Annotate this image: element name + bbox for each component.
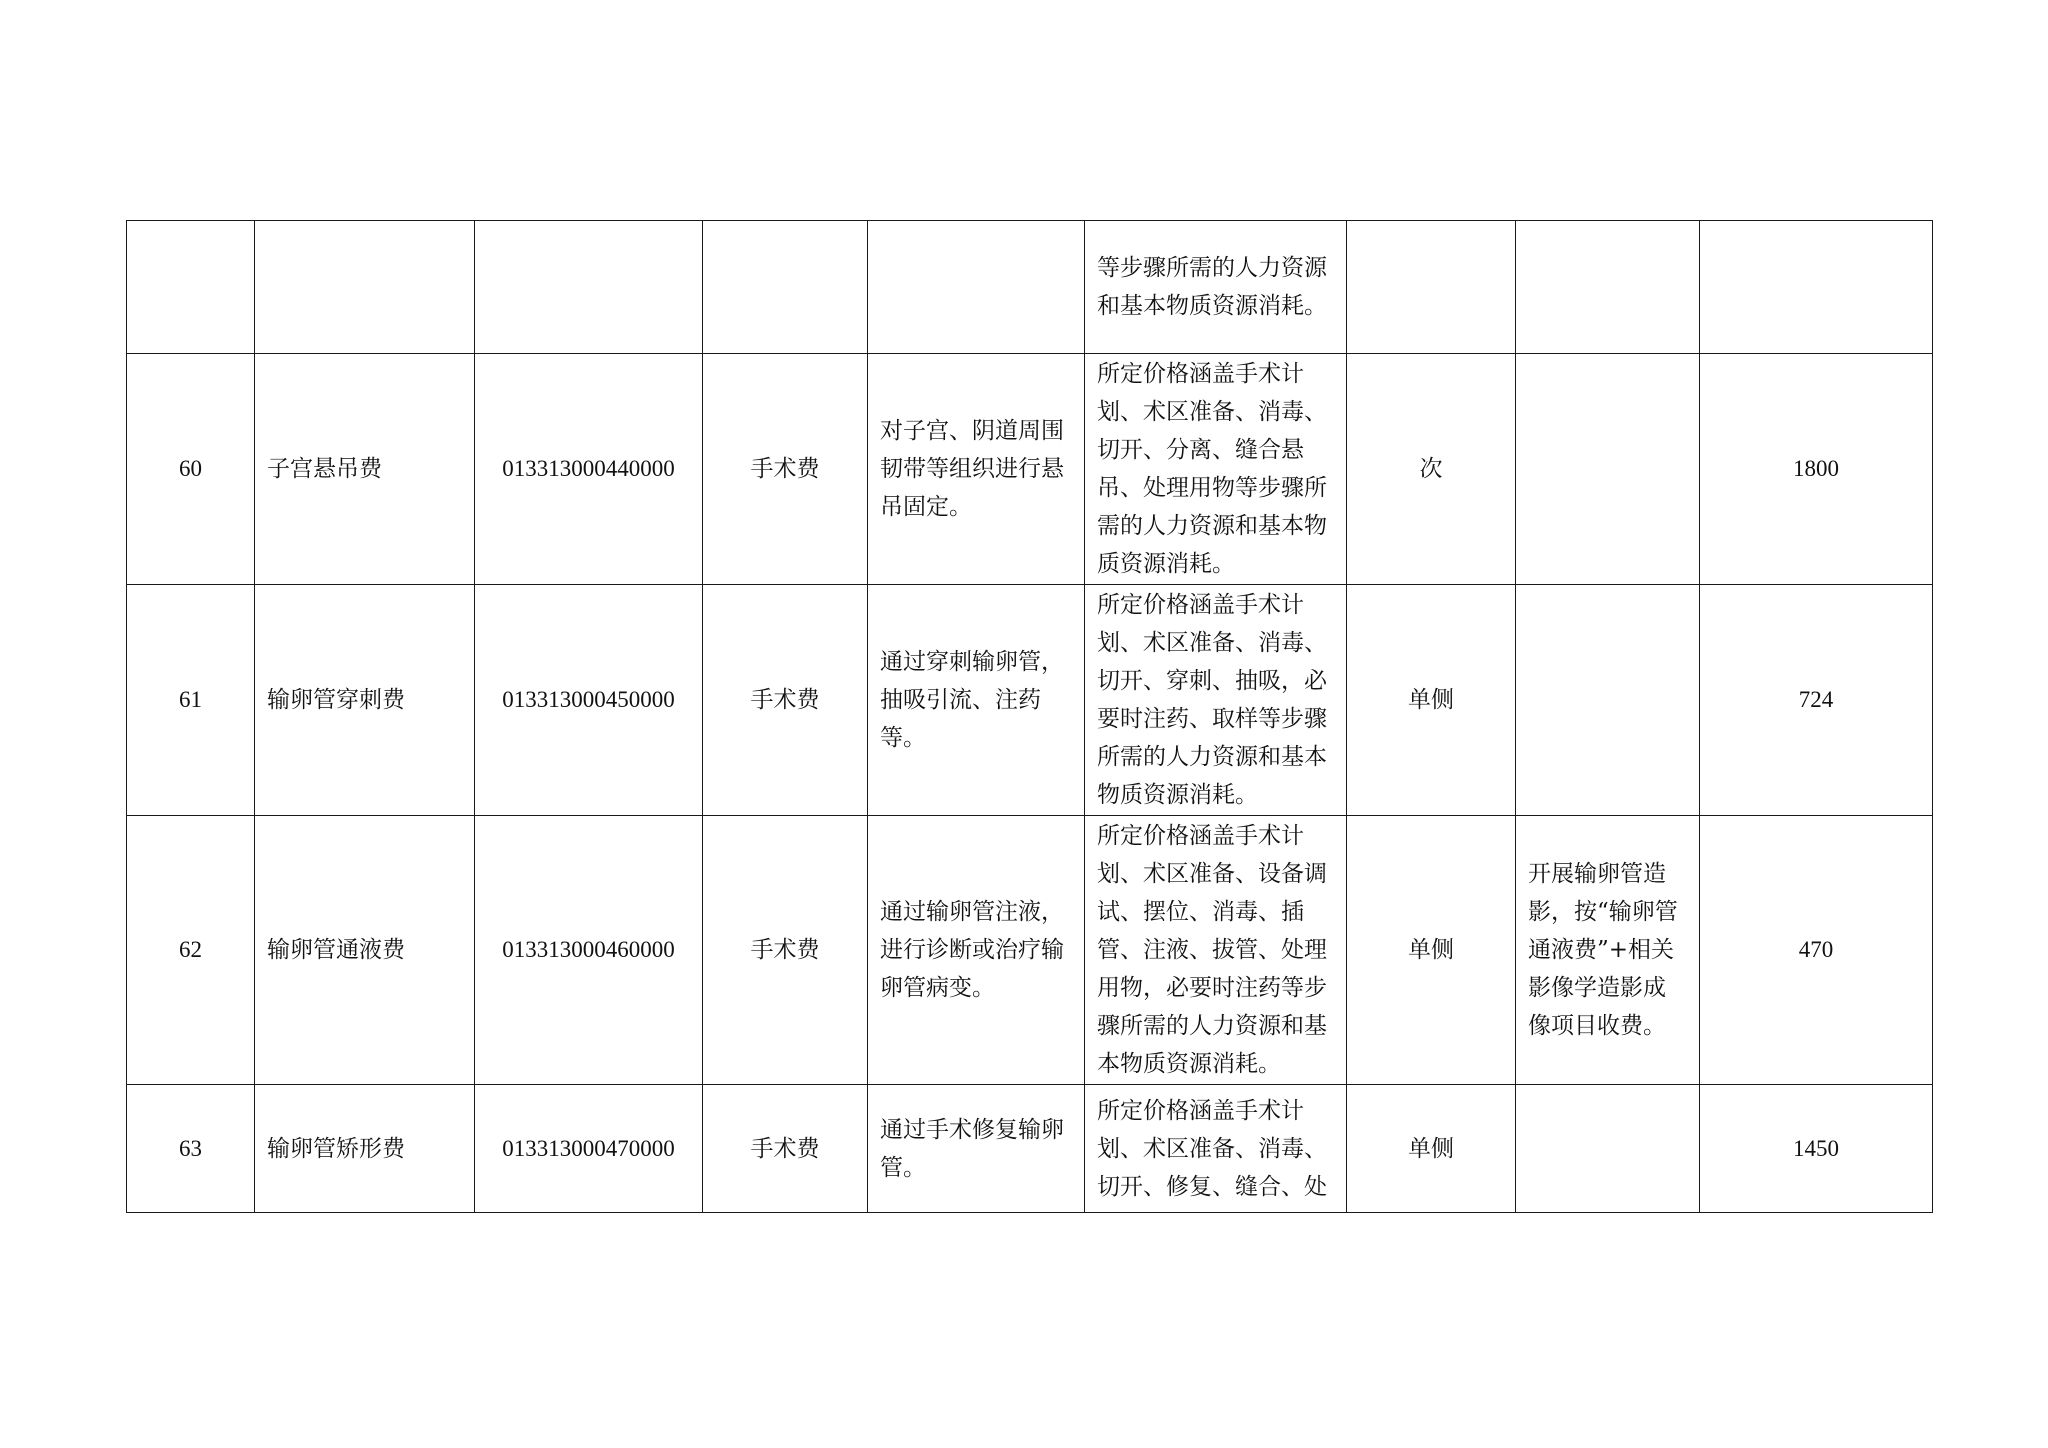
fee-category-cell: [703, 221, 868, 354]
price-scope-cell: 等步骤所需的人力资源和基本物质资源消耗。: [1085, 221, 1347, 354]
item-number-cell: [127, 221, 255, 354]
price-scope-cell: 所定价格涵盖手术计划、术区准备、消毒、切开、穿刺、抽吸，必要时注药、取样等步骤所需的人力资源和基本物质资源消耗。: [1085, 585, 1347, 816]
price-cell: 470: [1700, 816, 1933, 1085]
item-number-cell: 60: [127, 354, 255, 585]
service-content-cell: 通过穿刺输卵管，抽吸引流、注药等。: [868, 585, 1085, 816]
item-name-cell: 输卵管通液费: [255, 816, 475, 1085]
item-code-cell: 013313000440000: [475, 354, 703, 585]
price-cell: 1450: [1700, 1085, 1933, 1213]
price-cell: 1800: [1700, 354, 1933, 585]
note-cell: [1516, 585, 1700, 816]
table-row: [127, 354, 1933, 585]
price-cell: 724: [1700, 585, 1933, 816]
price-cell: [1700, 221, 1933, 354]
fee-category-cell: 手术费: [703, 354, 868, 585]
table-row: [127, 221, 1933, 354]
pricing-unit-cell: 单侧: [1347, 816, 1516, 1085]
medical-fee-table: [126, 220, 1933, 1213]
item-name-cell: 输卵管穿刺费: [255, 585, 475, 816]
service-content-cell: 通过手术修复输卵管。: [868, 1085, 1085, 1213]
table-row: [127, 585, 1933, 816]
note-cell: [1516, 221, 1700, 354]
pricing-unit-cell: 次: [1347, 354, 1516, 585]
note-cell: 开展输卵管造影，按“输卵管通液费”+相关影像学造影成像项目收费。: [1516, 816, 1700, 1085]
service-content-cell: 通过输卵管注液，进行诊断或治疗输卵管病变。: [868, 816, 1085, 1085]
item-number-cell: 62: [127, 816, 255, 1085]
pricing-unit-cell: 单侧: [1347, 1085, 1516, 1213]
item-code-cell: 013313000450000: [475, 585, 703, 816]
pricing-unit-cell: 单侧: [1347, 585, 1516, 816]
price-scope-cell: 所定价格涵盖手术计划、术区准备、消毒、切开、分离、缝合悬吊、处理用物等步骤所需的人力资源和基本物质资源消耗。: [1085, 354, 1347, 585]
item-code-cell: 013313000460000: [475, 816, 703, 1085]
fee-category-cell: 手术费: [703, 816, 868, 1085]
service-content-cell: 对子宫、阴道周围韧带等组织进行悬吊固定。: [868, 354, 1085, 585]
note-cell: [1516, 354, 1700, 585]
pricing-unit-cell: [1347, 221, 1516, 354]
item-name-cell: [255, 221, 475, 354]
table-row: [127, 816, 1933, 1085]
item-name-cell: 子宫悬吊费: [255, 354, 475, 585]
price-scope-cell: 所定价格涵盖手术计划、术区准备、消毒、切开、修复、缝合、处: [1085, 1085, 1347, 1213]
fee-category-cell: 手术费: [703, 585, 868, 816]
item-code-cell: 013313000470000: [475, 1085, 703, 1213]
price-scope-cell: 所定价格涵盖手术计划、术区准备、设备调试、摆位、消毒、插管、注液、拔管、处理用物，必要时注药等步骤所需的人力资源和基本物质资源消耗。: [1085, 816, 1347, 1085]
fee-category-cell: 手术费: [703, 1085, 868, 1213]
item-number-cell: 61: [127, 585, 255, 816]
item-name-cell: 输卵管矫形费: [255, 1085, 475, 1213]
service-content-cell: [868, 221, 1085, 354]
item-number-cell: 63: [127, 1085, 255, 1213]
table-row: [127, 1085, 1933, 1213]
note-cell: [1516, 1085, 1700, 1213]
item-code-cell: [475, 221, 703, 354]
